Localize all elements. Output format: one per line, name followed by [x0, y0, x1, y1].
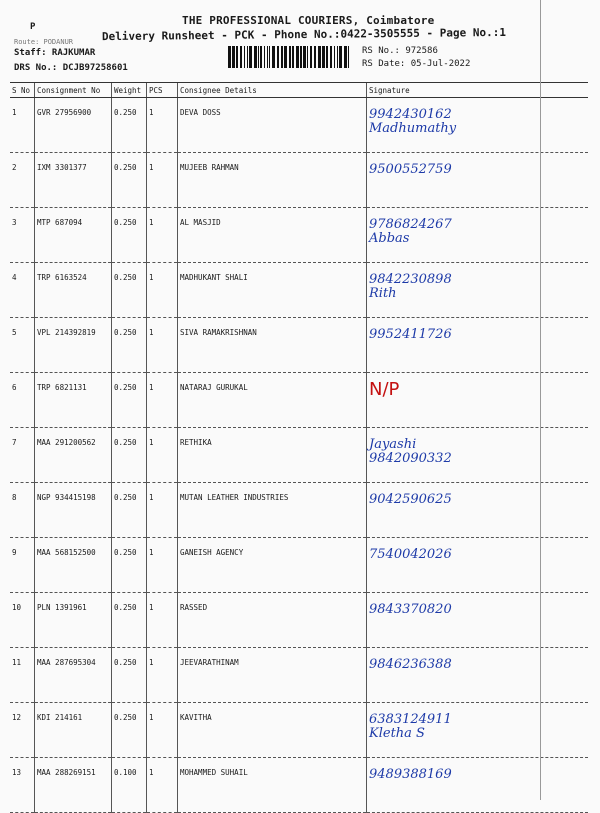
cell-signature: 9952411726 — [367, 318, 589, 373]
table-row — [10, 758, 588, 813]
barcode-bar — [277, 46, 279, 68]
table-header-row — [10, 83, 588, 98]
barcode-bar — [258, 46, 259, 68]
cell-weight: 0.250 — [112, 428, 147, 483]
cell-weight: 0.250 — [112, 263, 147, 318]
cell-signature: N/P — [367, 373, 589, 428]
cell-weight: 0.250 — [112, 208, 147, 263]
table-row — [10, 538, 588, 593]
cell-consignment: MAA 288269151 — [35, 758, 112, 813]
barcode-bar — [339, 46, 342, 68]
cell-consignee: RETHIKA — [178, 428, 367, 483]
cell-consignee: RASSED — [178, 593, 367, 648]
cell-sno: 11 — [10, 648, 35, 703]
barcode-bar — [240, 46, 242, 68]
cell-consignment: NGP 934415198 — [35, 483, 112, 538]
cell-signature: 9842230898 Rith — [367, 263, 589, 318]
table-row — [10, 263, 588, 318]
table-row — [10, 428, 588, 483]
table-row — [10, 593, 588, 648]
cell-pcs: 1 — [147, 758, 178, 813]
cell-sno: 10 — [10, 593, 35, 648]
table-row — [10, 483, 588, 538]
cell-sno: 13 — [10, 758, 35, 813]
col-weight: Weight — [112, 83, 147, 98]
cell-signature: 7540042026 — [367, 538, 589, 593]
barcode-bar — [314, 46, 316, 68]
table-row — [10, 153, 588, 208]
barcode-bar — [300, 46, 302, 68]
cell-pcs: 1 — [147, 373, 178, 428]
cell-consignee: GANEISH AGENCY — [178, 538, 367, 593]
route-label: Route: PODANUR — [14, 38, 74, 46]
table-row — [10, 98, 588, 153]
cell-signature: 9489388169 — [367, 758, 589, 813]
drs-number: DRS No.: DCJB97258601 — [14, 63, 128, 73]
cell-consignee: JEEVARATHINAM — [178, 648, 367, 703]
cell-consignee: MOHAMMED SUHAIL — [178, 758, 367, 813]
cell-pcs: 1 — [147, 593, 178, 648]
cell-sno: 1 — [10, 98, 35, 153]
barcode-bar — [344, 46, 347, 68]
table-row — [10, 373, 588, 428]
barcode-bar — [264, 46, 265, 68]
barcode-bar — [244, 46, 245, 68]
barcode-bar — [272, 46, 275, 68]
table-row — [10, 648, 588, 703]
barcode-bar — [307, 46, 308, 68]
barcode-bar — [254, 46, 257, 68]
cell-consignee: KAVITHA — [178, 703, 367, 758]
cell-consignment: KDI 214161 — [35, 703, 112, 758]
barcode-bar — [292, 46, 294, 68]
cell-sno: 5 — [10, 318, 35, 373]
cell-consignment: PLN 1391961 — [35, 593, 112, 648]
document-title: THE PROFESSIONAL COURIERS, Coimbatore — [182, 14, 435, 27]
staff-label: Staff: RAJKUMAR — [14, 48, 96, 58]
cell-weight: 0.250 — [112, 703, 147, 758]
cell-pcs: 1 — [147, 153, 178, 208]
barcode — [228, 46, 352, 68]
cell-pcs: 1 — [147, 98, 178, 153]
company-logo: P — [30, 22, 36, 32]
cell-signature: 9843370820 — [367, 593, 589, 648]
cell-signature: 9500552759 — [367, 153, 589, 208]
cell-sno: 9 — [10, 538, 35, 593]
table-row — [10, 318, 588, 373]
cell-consignment: MAA 287695304 — [35, 648, 112, 703]
cell-weight: 0.250 — [112, 373, 147, 428]
cell-weight: 0.250 — [112, 593, 147, 648]
barcode-bar — [326, 46, 328, 68]
barcode-bar — [267, 46, 268, 68]
cell-signature: 9786824267 Abbas — [367, 208, 589, 263]
barcode-bar — [236, 46, 238, 68]
cell-signature: 6383124911 Kletha S — [367, 703, 589, 758]
barcode-bar — [337, 46, 338, 68]
barcode-bar — [284, 46, 287, 68]
barcode-bar — [281, 46, 283, 68]
cell-signature: 9042590625 — [367, 483, 589, 538]
table-row — [10, 208, 588, 263]
cell-consignment: MTP 687094 — [35, 208, 112, 263]
cell-weight: 0.250 — [112, 153, 147, 208]
cell-sno: 2 — [10, 153, 35, 208]
cell-consignment: VPL 214392819 — [35, 318, 112, 373]
cell-consignee: MUJEEB RAHMAN — [178, 153, 367, 208]
cell-weight: 0.250 — [112, 648, 147, 703]
rs-number: RS No.: 972586 — [362, 46, 438, 56]
barcode-bar — [232, 46, 235, 68]
cell-pcs: 1 — [147, 428, 178, 483]
barcode-bar — [296, 46, 299, 68]
cell-sno: 7 — [10, 428, 35, 483]
cell-sno: 3 — [10, 208, 35, 263]
cell-consignee: NATARAJ GURUKAL — [178, 373, 367, 428]
barcode-bar — [289, 46, 291, 68]
col-sno: S No — [10, 83, 35, 98]
col-consignment: Consignment No — [35, 83, 112, 98]
cell-pcs: 1 — [147, 483, 178, 538]
barcode-bar — [330, 46, 332, 68]
cell-consignee: DEVA DOSS — [178, 98, 367, 153]
barcode-bar — [322, 46, 325, 68]
cell-sno: 8 — [10, 483, 35, 538]
cell-signature: 9942430162 Madhumathy — [367, 98, 589, 153]
barcode-bar — [334, 46, 335, 68]
cell-consignment: GVR 27956900 — [35, 98, 112, 153]
barcode-bar — [303, 46, 306, 68]
document-subtitle: Delivery Runsheet - PCK - Phone No.:0422-3505555 - Page No.:1 — [101, 25, 507, 44]
barcode-bar — [247, 46, 248, 68]
cell-pcs: 1 — [147, 208, 178, 263]
barcode-bar — [260, 46, 262, 68]
cell-pcs: 1 — [147, 538, 178, 593]
cell-weight: 0.250 — [112, 538, 147, 593]
page-edge-line — [540, 0, 541, 800]
barcode-bar — [249, 46, 252, 68]
col-consignee: Consignee Details — [178, 83, 367, 98]
cell-weight: 0.250 — [112, 318, 147, 373]
cell-signature: Jayashi 9842090332 — [367, 428, 589, 483]
cell-consignment: IXM 3301377 — [35, 153, 112, 208]
cell-weight: 0.100 — [112, 758, 147, 813]
cell-pcs: 1 — [147, 318, 178, 373]
barcode-bar — [228, 46, 231, 68]
cell-pcs: 1 — [147, 648, 178, 703]
barcode-bar — [310, 46, 312, 68]
col-pcs: PCS — [147, 83, 178, 98]
cell-pcs: 1 — [147, 703, 178, 758]
cell-sno: 4 — [10, 263, 35, 318]
cell-consignee: MUTAN LEATHER INDUSTRIES — [178, 483, 367, 538]
cell-signature: 9846236388 — [367, 648, 589, 703]
cell-weight: 0.250 — [112, 98, 147, 153]
cell-consignment: MAA 568152500 — [35, 538, 112, 593]
col-signature: Signature — [367, 83, 589, 98]
barcode-bar — [318, 46, 321, 68]
rs-date: RS Date: 05-Jul-2022 — [362, 59, 471, 69]
cell-consignment: TRP 6821131 — [35, 373, 112, 428]
cell-consignee: AL MASJID — [178, 208, 367, 263]
cell-weight: 0.250 — [112, 483, 147, 538]
cell-pcs: 1 — [147, 263, 178, 318]
cell-consignment: TRP 6163524 — [35, 263, 112, 318]
barcode-bar — [348, 46, 349, 68]
runsheet-table — [10, 82, 588, 813]
cell-consignee: MADHUKANT SHALI — [178, 263, 367, 318]
cell-sno: 12 — [10, 703, 35, 758]
cell-sno: 6 — [10, 373, 35, 428]
cell-consignee: SIVA RAMAKRISHNAN — [178, 318, 367, 373]
cell-consignment: MAA 291200562 — [35, 428, 112, 483]
table-row — [10, 703, 588, 758]
barcode-bar — [269, 46, 270, 68]
